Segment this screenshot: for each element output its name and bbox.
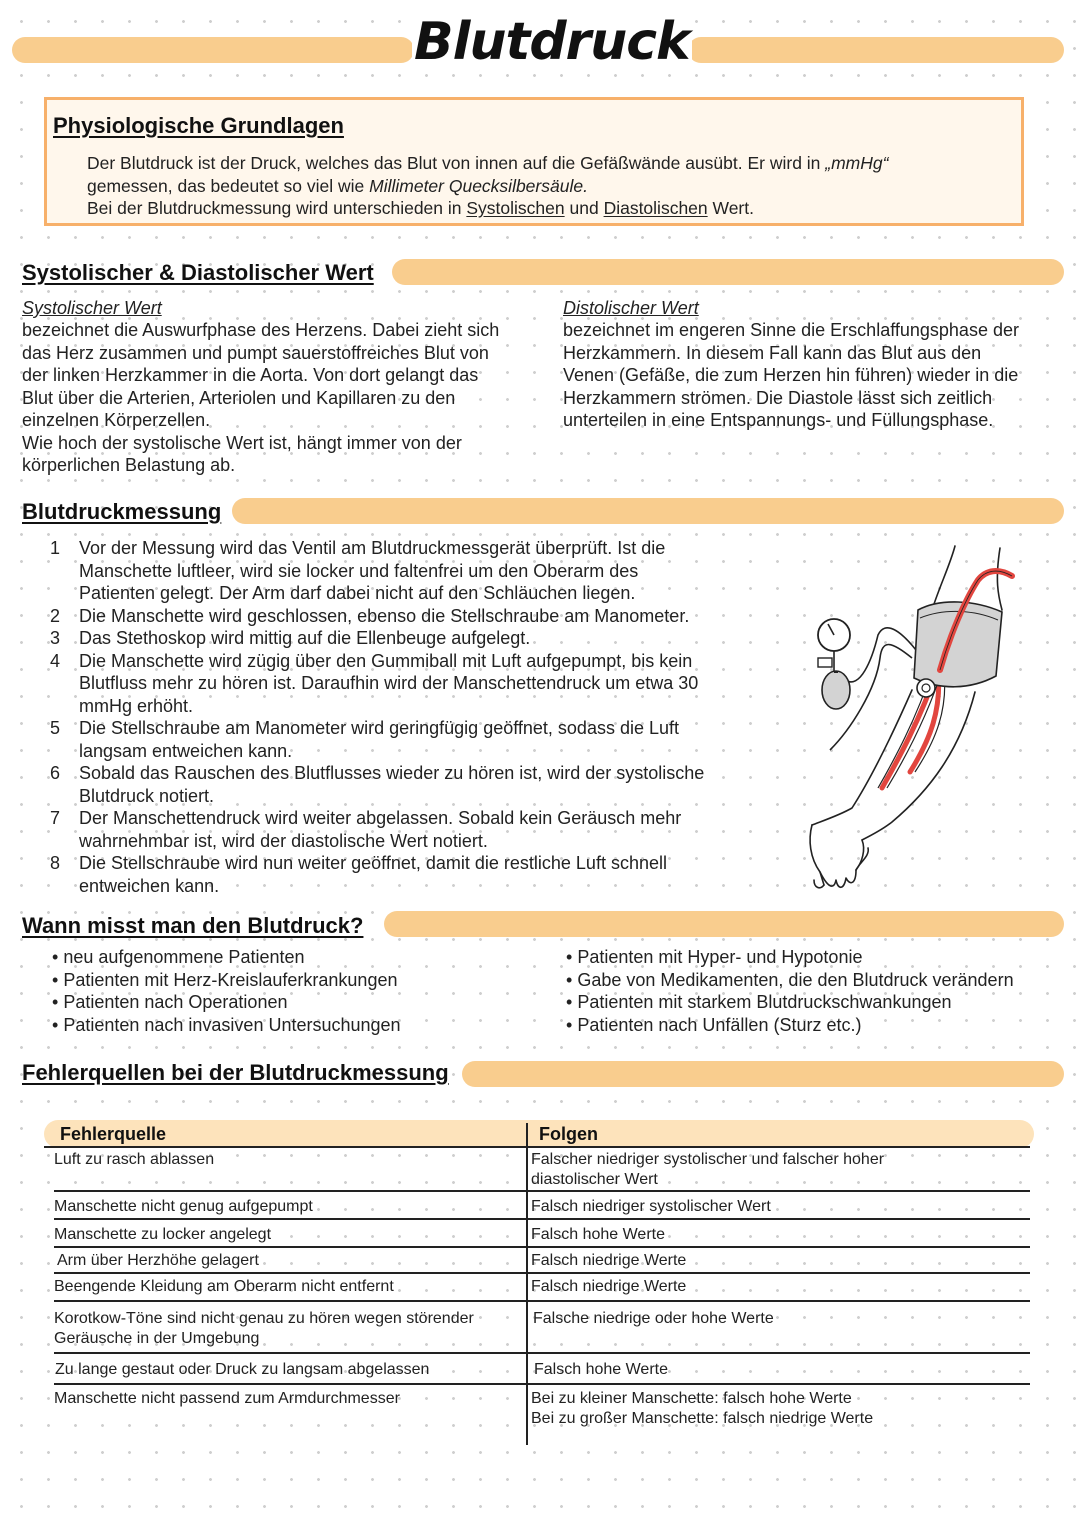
basics-end: Wert.: [707, 198, 754, 218]
systolic-line: einzelnen Körperzellen.: [22, 410, 211, 430]
step-number: 5: [50, 718, 61, 738]
step-item: 5 Die Stellschraube am Manometer wird geringfügig geöffnet, sodass die Luft langsam entweichen kann.: [50, 718, 680, 761]
step-number: 7: [50, 808, 61, 828]
basics-text: [87, 152, 997, 220]
blood-pressure-arm-illustration: [790, 540, 1040, 895]
systolic-line: Wie hoch der systolische Wert ist, hängt immer von der: [22, 432, 462, 453]
title-decor-right: [688, 37, 1064, 63]
step-item: 8 Die Stellschraube wird nun weiter geöffnet, damit die restliche Luft schnell entweichen kann.: [50, 853, 667, 896]
table-cell-source: Luft zu rasch ablassen: [54, 1151, 215, 1168]
diastolic-line: Herzkammern strömen. Die Diastole lässt sich zeitlich: [563, 387, 993, 408]
when-item: • neu aufgenommene Patienten: [52, 946, 401, 969]
errors-col-source: Fehlerquelle: [60, 1124, 167, 1144]
diastolic-line: unterteilen in eine Entspannungs- und Füllungsphase.: [563, 410, 994, 430]
table-cell-effect: Falsch niedrige Werte: [531, 1278, 687, 1295]
table-rule: [54, 1352, 1030, 1354]
step-number: 1: [50, 538, 61, 558]
table-cell-source: Arm über Herzhöhe gelagert: [57, 1252, 259, 1269]
title-decor-left: [12, 37, 414, 63]
systolic-title: Systolischer Wert: [22, 298, 162, 318]
when-item: • Patienten mit Herz-Kreislauferkrankungen: [52, 969, 401, 992]
step-number: 6: [50, 763, 61, 783]
step-number: 2: [50, 605, 61, 626]
measurement-heading: Blutdruckmessung: [22, 499, 222, 524]
step-item: 2 Die Manschette wird geschlossen, ebenso die Stellschraube am Manometer.: [50, 605, 690, 626]
step-item: 4 Die Manschette wird zügig über den Gummiball mit Luft aufgepumpt, bis kein Blutfluss mehr zu hören ist. Daraufhin wird der Manschettendruck um etwa 30 mmHg erhöht.: [50, 650, 699, 716]
when-item: • Gabe von Medikamenten, die den Blutdruck verändern: [566, 969, 1014, 992]
table-rule: [44, 1146, 1030, 1148]
table-cell-source: Manschette nicht passend zum Armdurchmesser: [54, 1390, 400, 1407]
table-cell-effect: Falsche niedrige oder hohe Werte: [533, 1310, 774, 1327]
errors-heading: Fehlerquellen bei der Blutdruckmessung: [22, 1060, 449, 1085]
table-cell-source: Beengende Kleidung am Oberarm nicht entfernt: [54, 1278, 394, 1295]
when-item: • Patienten nach Operationen: [52, 991, 401, 1014]
errors-col-effect: Folgen: [539, 1124, 598, 1144]
table-cell-effect: Bei zu kleiner Manschette: falsch hohe Werte Bei zu großer Manschette: falsch niedrige Werte: [531, 1390, 874, 1427]
table-rule: [54, 1246, 1030, 1248]
step-item: 1 Vor der Messung wird das Ventil am Blutdruckmessgerät überprüft. Ist die Manschette luftleer, wird sie locker und faltenfrei um den Oberarm des Patienten gelegt. Der Arm darf dabei nicht auf den Schläuchen liegen.: [50, 538, 666, 603]
table-cell-effect: Falsch niedriger systolischer Wert: [531, 1198, 771, 1215]
basics-diastolic-term: Diastolischen: [603, 198, 708, 218]
basics-box: [44, 97, 1024, 226]
systolic-line: körperlichen Belastung ab.: [22, 455, 236, 475]
table-rule: [54, 1190, 1030, 1192]
diastolic-text: [563, 319, 1063, 432]
when-item: • Patienten mit starkem Blutdruckschwankungen: [566, 991, 1014, 1014]
basics-and: und: [564, 198, 604, 218]
when-list-left: [52, 946, 401, 1036]
step-item: 3 Das Stethoskop wird mittig auf die Ellenbeuge aufgelegt.: [50, 628, 531, 648]
table-rule: [54, 1300, 1030, 1302]
systolic-line: der linken Herzkammer in die Aorta. Von dort gelangt das: [22, 365, 479, 385]
diastolic-line: Herzkammern. In diesem Fall kann das Blut aus den: [563, 342, 982, 363]
step-number: 8: [50, 853, 61, 873]
when-item: • Patienten nach invasiven Untersuchungen: [52, 1014, 401, 1037]
diastolic-line: Venen (Gefäße, die zum Herzen hin führen) wieder in die: [563, 365, 1019, 385]
errors-table-divider: [526, 1123, 528, 1445]
when-list-right: [566, 946, 1014, 1036]
measurement-steps: [50, 537, 750, 897]
step-number: 3: [50, 628, 61, 648]
values-heading-decor: [392, 259, 1064, 285]
basics-p3: Bei der Blutdruckmessung wird unterschieden in: [87, 198, 467, 218]
basics-p1: Der Blutdruck ist der Druck, welches das Blut von innen auf die Gefäßwände ausübt. Er wird in: [87, 153, 826, 173]
table-cell-effect: Falsch hohe Werte: [531, 1226, 665, 1243]
table-cell-effect: Falsch hohe Werte: [534, 1361, 668, 1378]
table-cell-source: Korotkow-Töne sind nicht genau zu hören wegen störender Geräusche in der Umgebung: [54, 1310, 474, 1347]
step-item: 7 Der Manschettendruck wird weiter abgelassen. Sobald kein Geräusch mehr wahrnehmbar ist, wird der diastolische Wert notiert.: [50, 808, 682, 851]
when-item: • Patienten nach Unfällen (Sturz etc.): [566, 1014, 1014, 1037]
basics-heading: Physiologische Grundlagen: [53, 113, 344, 138]
systolic-line: das Herz zusammen und pumpt sauerstoffreiches Blut von: [22, 342, 489, 363]
systolic-line: Blut über die Arterien, Arteriolen und Kapillaren zu den: [22, 387, 456, 408]
table-cell-source: Zu lange gestaut oder Druck zu langsam abgelassen: [55, 1361, 430, 1378]
basics-p2-italic: Millimeter Quecksilbersäule.: [369, 175, 588, 196]
table-rule: [54, 1218, 1030, 1220]
step-item: 6 Sobald das Rauschen des Blutflusses wieder zu hören ist, wird der systolische Blutdruck notiert.: [50, 763, 705, 806]
page-title: Blutdruck: [414, 12, 690, 72]
table-cell-effect: Falsch niedrige Werte: [531, 1252, 687, 1269]
basics-unit: „mmHg“: [825, 153, 889, 173]
when-item: • Patienten mit Hyper- und Hypotonie: [566, 946, 1014, 969]
basics-systolic-term: Systolischen: [466, 198, 565, 218]
table-cell-source: Manschette nicht genug aufgepumpt: [54, 1198, 313, 1215]
basics-p2: gemessen, das bedeutet so viel wie: [87, 175, 370, 196]
table-rule: [54, 1272, 1030, 1274]
diastolic-line: bezeichnet im engeren Sinne die Erschlaffungsphase der: [563, 320, 1019, 340]
when-heading-decor: [384, 911, 1064, 937]
systolic-text: [22, 319, 542, 477]
when-heading: Wann misst man den Blutdruck?: [22, 913, 364, 938]
table-cell-source: Manschette zu locker angelegt: [54, 1226, 272, 1243]
errors-heading-decor: [462, 1061, 1064, 1087]
table-rule: [54, 1383, 1030, 1385]
values-heading: Systolischer & Diastolischer Wert: [22, 260, 374, 285]
measurement-heading-decor: [232, 498, 1064, 524]
step-number: 4: [50, 650, 61, 671]
diastolic-title: Distolischer Wert: [563, 298, 699, 318]
systolic-line: bezeichnet die Auswurfphase des Herzens. Dabei zieht sich: [22, 320, 500, 340]
table-cell-effect: Falscher niedriger systolischer und falscher hoher diastolischer Wert: [531, 1151, 885, 1188]
